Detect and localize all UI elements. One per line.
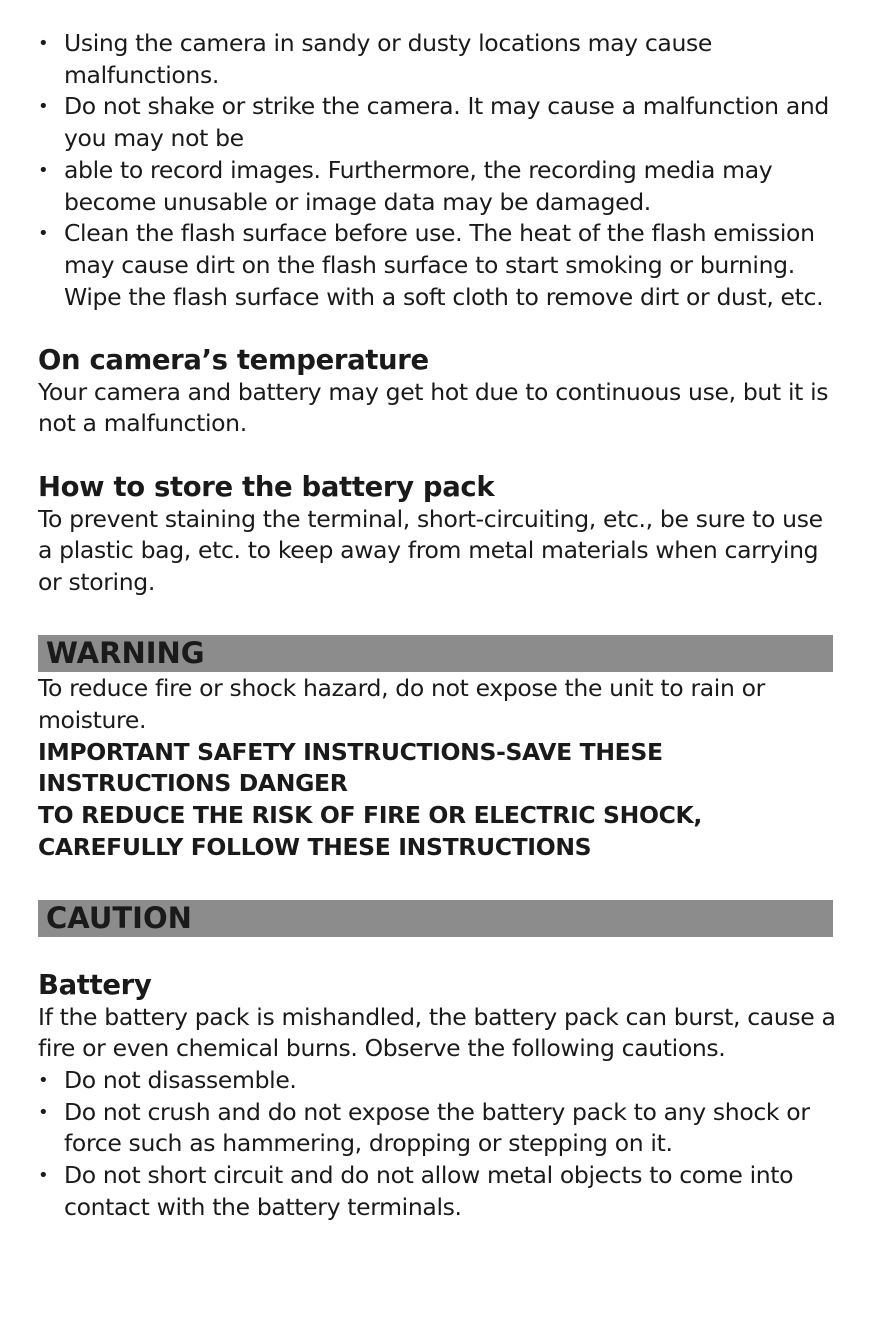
caution-banner: CAUTION — [38, 900, 833, 937]
bullet-item: • Using the camera in sandy or dusty locations may cause malfunctions. — [38, 28, 838, 91]
battery-text: If the battery pack is mishandled, the battery pack can burst, cause a fire or even chemical burns. Observe the following cautions. — [38, 1002, 836, 1063]
battery-bullet-list — [38, 1065, 838, 1224]
reduce-risk-text: TO REDUCE THE RISK OF FIRE OR ELECTRIC SHOCK, CAREFULLY FOLLOW THESE INSTRUCTIONS — [38, 801, 702, 861]
storage-heading: How to store the battery pack — [38, 470, 495, 503]
temperature-heading: On camera’s temperature — [38, 344, 429, 377]
important-safety-line-2: INSTRUCTIONS DANGER — [38, 769, 348, 798]
storage-text: To prevent staining the terminal, short-circuiting, etc., be sure to use a plastic bag, etc. to keep away from metal materials when carrying or storing. — [38, 504, 823, 596]
bullet-item: • Do not short circuit and do not allow metal objects to come into contact with the battery terminals. — [38, 1160, 838, 1223]
bullet-item: • Do not disassemble. — [38, 1065, 838, 1097]
bullet-item: • able to record images. Furthermore, the recording media may become unusable or image data may be damaged. — [38, 155, 838, 218]
warning-banner: WARNING — [38, 635, 833, 672]
warning-text: To reduce fire or shock hazard, do not expose the unit to rain or moisture. — [38, 674, 765, 735]
handling-bullet-list — [38, 28, 838, 313]
bullet-item: • Do not shake or strike the camera. It may cause a malfunction and you may not be — [38, 91, 838, 154]
bullet-item: • Clean the flash surface before use. The heat of the flash emission may cause dirt on the flash surface to start smoking or burning. Wipe the flash surface with a soft cloth to remove dirt or dust, etc. — [38, 218, 838, 313]
bullet-item: • Do not crush and do not expose the battery pack to any shock or force such as hammering, dropping or stepping on it. — [38, 1097, 838, 1160]
important-safety-line-1: IMPORTANT SAFETY INSTRUCTIONS-SAVE THESE — [38, 737, 663, 766]
manual-page — [38, 28, 838, 1224]
battery-heading: Battery — [38, 968, 152, 1001]
temperature-text: Your camera and battery may get hot due to continuous use, but it is not a malfunction. — [38, 377, 829, 438]
